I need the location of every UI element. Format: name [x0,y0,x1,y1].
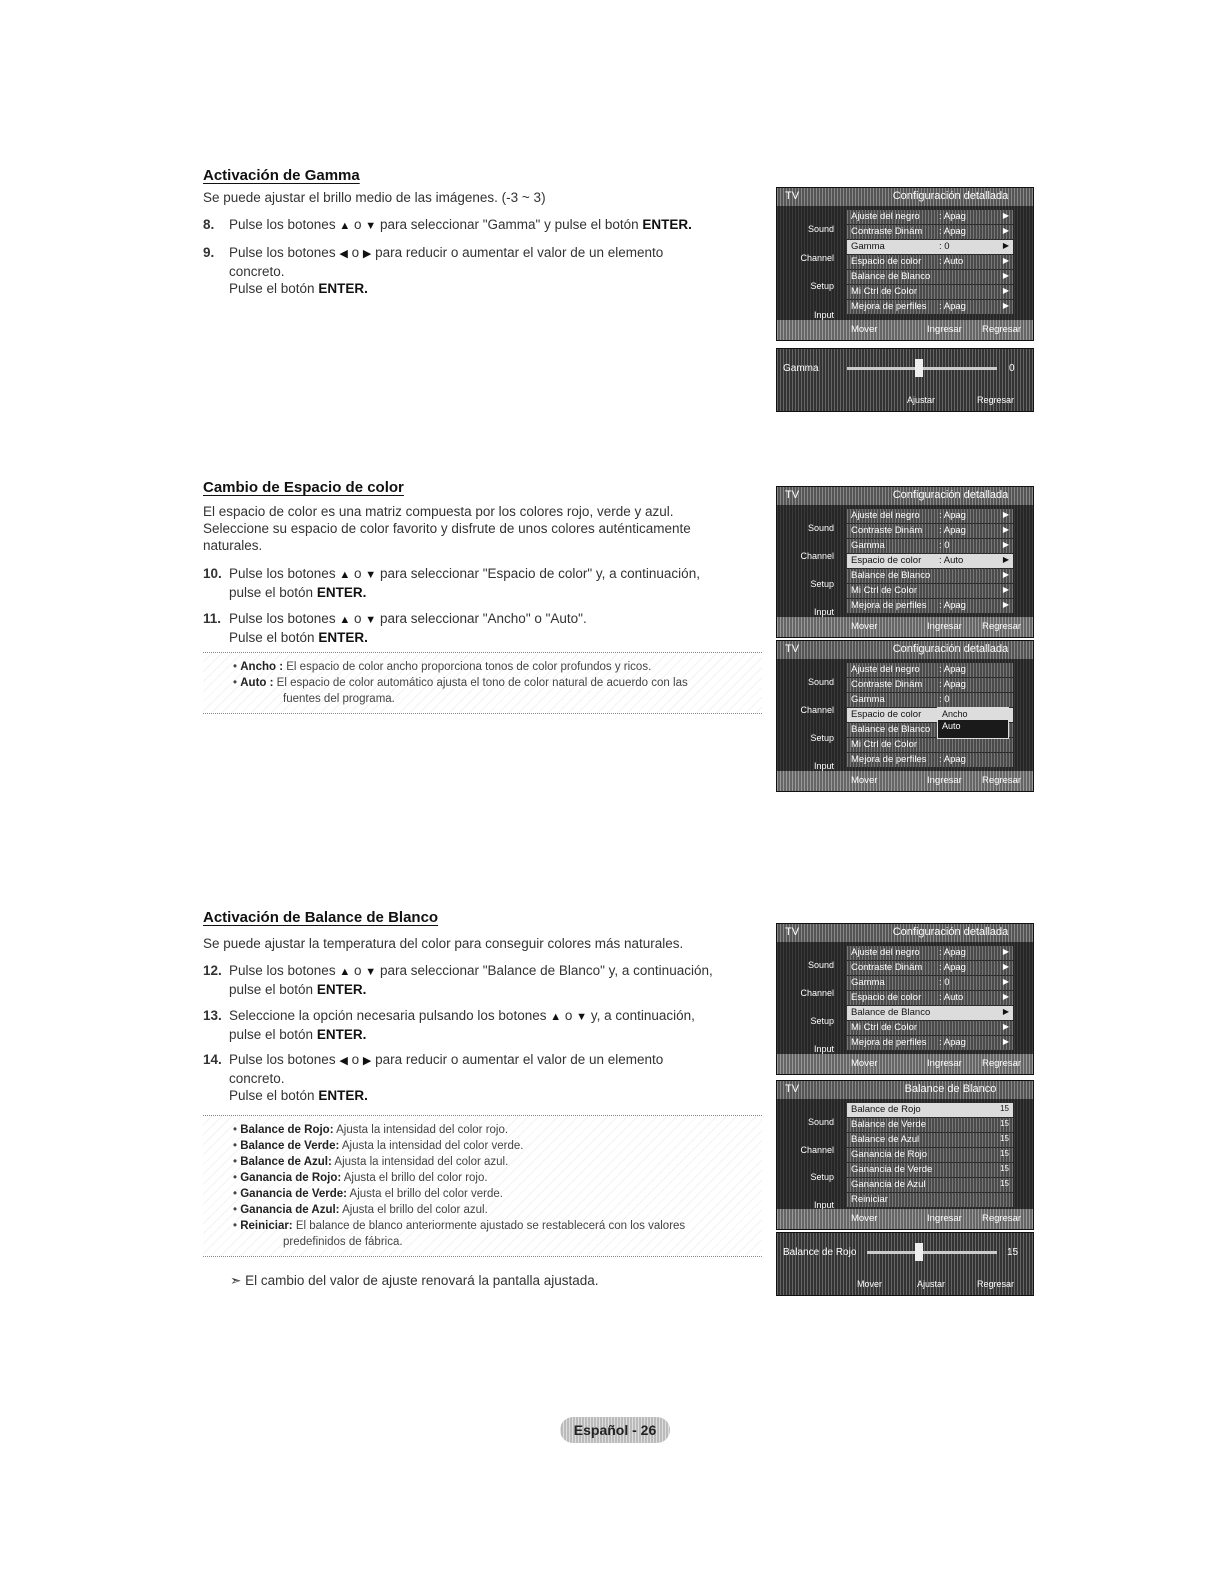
up-arrow-icon: ▲ [550,1011,562,1023]
note-item: • Balance de Rojo: Ajusta la intensidad del color rojo. [233,1124,509,1136]
note-item: • Reiniciar: El balance de blanco anteriormente ajustado se restablecerá con los valores [233,1220,686,1232]
menu-row: Balance de Blanco ▶ [847,270,1013,284]
color-space-step-10: 10. Pulse los botones ▲ o ▼ para seleccionar "Espacio de color" y, a continuación, pulse el botón ENTER. [203,566,700,600]
menu-tab-tv: TV [785,190,800,202]
gamma-adjust-bar: Gamma 0 Ajustar Regresar [776,348,1034,412]
color-space-step-11: 11. Pulse los botones ▲ o ▼ para seleccionar "Ancho" o "Auto". Pulse el botón ENTER. [203,611,587,645]
tv-menu-white-balance: TV Configuración detallada Sound Channel Setup Input Ajuste del negro : Apag ▶ Contraste Dinám : Apag ▶ Gamma : 0 ▶ Espacio de color : Auto ▶ Balance de Blanco ▶ Mi Ctrl de Color ▶ Mejora de perfiles : Apag ▶ Mover Ingresar Regresar [776,923,1034,1075]
sidebar-input: Input [813,309,834,320]
right-arrow-icon: ▶ [362,248,372,260]
white-balance-step-12: 12. Pulse los botones ▲ o ▼ para seleccionar "Balance de Blanco" y, a continuación, pulse el botón ENTER. [203,963,713,997]
sidebar-channel: Channel [800,252,834,263]
color-space-intro: El espacio de color es una matriz compuesta por los colores rojo, verde y azul. Seleccione su espacio de color favorito y disfrute de unos colores auténticamente naturales. [203,504,691,553]
tv-menu-color-space-popup: TV Configuración detallada Sound Channel Setup Input Ajuste del negro : Apag Contraste Dinám : Apag Gamma : 0 Espacio de color Balance de Blanco Mi Ctrl de Color Mejora de perfiles : Apag Ancho Auto Mover Ingresar Regresar [776,640,1034,792]
note-item: • Balance de Verde: Ajusta la intensidad del color verde. [233,1140,524,1152]
menu-title: Configuración detallada [892,190,1009,202]
left-arrow-icon: ◀ [339,1055,348,1067]
note-item: • Balance de Azul: Ajusta la intensidad del color azul. [233,1156,509,1168]
foot-enter: Ingresar [927,324,962,335]
color-space-title: Cambio de Espacio de color [203,479,404,496]
gamma-title: Activación de Gamma [203,167,360,184]
note-item: • Auto : El espacio de color automático ajusta el tono de color natural de acuerdo con las [233,677,688,689]
tv-menu-color-space: TV Configuración detallada Sound Channel Setup Input Ajuste del negro : Apag ▶ Contraste Dinám : Apag ▶ Gamma : 0 ▶ Espacio de color : Auto ▶ Balance de Blanco ▶ Mi Ctrl de Color ▶ Mejora de perfiles : Apag ▶ Mover Ingresar Regresar [776,486,1034,638]
down-arrow-icon: ▼ [365,614,377,626]
up-arrow-icon: ▲ [339,569,351,581]
down-arrow-icon: ▼ [365,966,377,978]
down-arrow-icon: ▼ [365,220,377,232]
up-arrow-icon: ▲ [339,614,351,626]
note-item: • Ancho : El espacio de color ancho proporciona tonos de color profundos y ricos. [233,661,652,673]
gamma-value: 0 [1009,363,1015,374]
option: Auto [942,721,961,731]
white-balance-intro: Se puede ajustar la temperatura del color para conseguir colores más naturales. [203,936,684,951]
white-balance-notes: • Balance de Rojo: Ajusta la intensidad del color rojo. • Balance de Verde: Ajusta la intensidad del color verde. • Balance de Azul: Ajusta la intensidad del color azul. • Ganancia de Rojo: Ajusta el brillo del color rojo. • Ganancia de Verde: Ajusta el brillo del color verde. • Ganancia de Azul: Ajusta el brillo del color azul. • Reiniciar: El balance de blanco anteriormente ajustado se restablecerá con los valores predefinidos de fábrica. [203,1115,762,1257]
color-space-notes: • Ancho : El espacio de color ancho proporciona tonos de color profundos y ricos. • Auto : El espacio de color automático ajusta el tono de color natural de acuerdo con las fuentes del programa. [203,652,762,714]
menu-row: Espacio de color : Auto ▶ [847,255,1013,269]
white-balance-adjust-bar: Balance de Rojo 15 Mover Ajustar Regresar [776,1232,1034,1296]
page-number: Español - 26 [560,1417,670,1443]
tv-menu-gamma [776,187,1034,341]
foot-move: Mover [851,324,878,335]
note-item: • Ganancia de Azul: Ajusta el brillo del color azul. [233,1204,488,1216]
down-arrow-icon: ▼ [576,1011,588,1023]
color-space-options-popup [937,707,1009,739]
note-item: • Ganancia de Verde: Ajusta el brillo del color verde. [233,1188,503,1200]
foot-return: Regresar [982,324,1022,335]
gamma-step-8: 8. Pulse los botones ▲ o ▼ para seleccionar "Gamma" y pulse el botón ENTER. [203,217,692,232]
right-arrow-icon: ▶ [362,1055,372,1067]
sidebar-setup: Setup [810,281,834,291]
option-selected: Ancho [938,708,1008,720]
menu-row: Mejora de perfiles : Apag ▶ [847,300,1013,314]
note-item: • Ganancia de Rojo: Ajusta el brillo del color rojo. [233,1172,488,1184]
white-balance-tip: ➣ El cambio del valor de ajuste renovará la pantalla ajustada. [230,1273,599,1288]
menu-row-selected: Gamma : 0 ▶ [847,240,1013,254]
gamma-step-9: 9. Pulse los botones ◀ o ▶ para reducir o aumentar el valor de un elemento concreto. Pulse el botón ENTER. [203,245,664,296]
tip-arrow-icon: ➣ [230,1273,242,1288]
white-balance-title: Activación de Balance de Blanco [203,909,439,926]
sidebar-sound: Sound [807,224,834,234]
white-balance-step-13: 13. Seleccione la opción necesaria pulsando los botones ▲ o ▼ y, a continuación, pulse el botón ENTER. [203,1008,695,1042]
left-arrow-icon: ◀ [339,248,348,260]
tv-menu-white-balance-sub: TV Balance de Blanco Sound Channel Setup Input Balance de Rojo 15 Balance de Verde 15 Balance de Azul 15 Ganancia de Rojo 15 Ganancia de Verde 15 Ganancia de Azul 15 Reiniciar Mover Ingresar Regresar [776,1080,1034,1230]
up-arrow-icon: ▲ [339,220,351,232]
white-balance-step-14: 14. Pulse los botones ◀ o ▶ para reducir o aumentar el valor de un elemento concreto. Pulse el botón ENTER. [203,1052,664,1103]
menu-row: Contraste Dinám : Apag ▶ [847,225,1013,239]
menu-row: Ajuste del negro : Apag ▶ [847,210,1013,224]
menu-row: Mi Ctrl de Color ▶ [847,285,1013,299]
up-arrow-icon: ▲ [339,966,351,978]
gamma-intro: Se puede ajustar el brillo medio de las imágenes. (-3 ~ 3) [203,190,546,205]
down-arrow-icon: ▼ [365,569,377,581]
